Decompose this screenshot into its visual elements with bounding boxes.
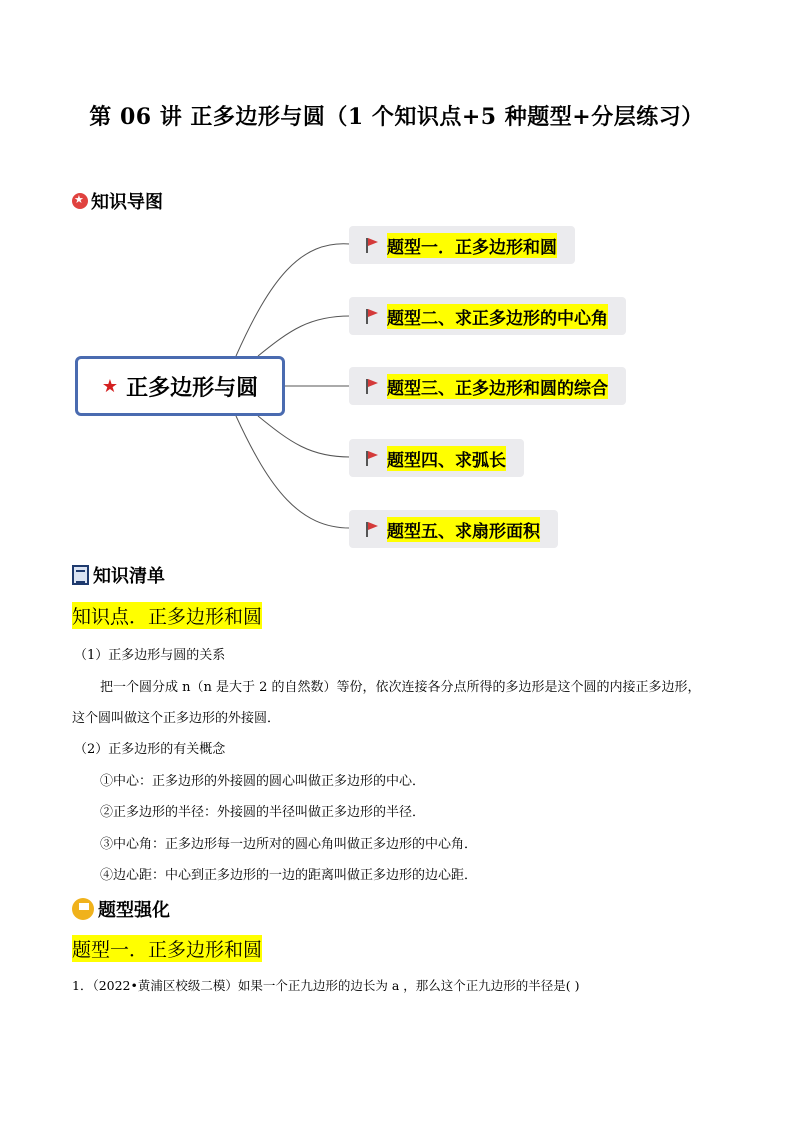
connector-2 [258, 316, 350, 356]
question-type-title: 题型一．正多边形和圆 [72, 935, 262, 962]
mind-node-5 [349, 510, 558, 548]
mind-node-label: 题型三、正多边形和圆的综合 [387, 374, 608, 399]
item2-title: （2）正多边形的有关概念 [74, 742, 226, 757]
flag-icon [365, 521, 379, 537]
section-practice-heading [72, 896, 170, 922]
concept-2: ②正多边形的半径：外接圆的半径叫做正多边形的半径． [100, 805, 426, 820]
knowledge-point-title: 知识点．正多边形和圆 [72, 602, 262, 629]
flag-icon [365, 450, 379, 466]
flag-icon [365, 237, 379, 253]
mind-map-center [75, 356, 285, 416]
mind-node-3 [349, 367, 626, 405]
mind-node-4 [349, 439, 524, 477]
mind-node-2 [349, 297, 626, 335]
mind-node-label: 题型二、求正多边形的中心角 [387, 304, 608, 329]
mind-node-1 [349, 226, 575, 264]
mind-node-label: 题型五、求扇形面积 [387, 517, 540, 542]
item1-title: （1）正多边形与圆的关系 [74, 648, 226, 663]
connector-1 [236, 244, 350, 356]
connector-5 [236, 416, 350, 528]
mind-node-label: 题型四、求弧长 [387, 446, 506, 471]
item1-line2: 这个圆叫做这个正多边形的外接圆． [72, 711, 281, 726]
star-icon: ★ [101, 375, 119, 397]
mind-node-label: 题型一．正多边形和圆 [387, 233, 557, 258]
flag-icon [365, 378, 379, 394]
section-mindmap-label: 知识导图 [91, 192, 163, 213]
section-knowledge-heading [72, 562, 165, 588]
section-mindmap-heading [72, 188, 163, 214]
concept-3: ③中心角：正多边形每一边所对的圆心角叫做正多边形的中心角． [100, 837, 478, 852]
concept-1: ①中心：正多边形的外接圆的圆心叫做正多边形的中心． [100, 774, 426, 789]
question-1: 1．（2022•黄浦区校级二模）如果一个正九边形的边长为 a ，那么这个正九边形的半径是( ) [72, 978, 580, 993]
connector-4 [258, 416, 350, 457]
item1-line1: 把一个圆分成 n（n 是大于 2 的自然数）等份，依次连接各分点所得的多边形是这个圆的内接正多边形， [100, 680, 701, 695]
star-badge-icon [72, 193, 88, 209]
document-title: 第 06 讲 正多边形与圆（1 个知识点+5 种题型+分层练习） [89, 104, 704, 130]
section-knowledge-label: 知识清单 [93, 566, 165, 587]
flag-icon [365, 308, 379, 324]
section-practice-label: 题型强化 [98, 900, 170, 921]
mind-map-center-label: 正多边形与圆 [126, 375, 259, 401]
mind-map [0, 220, 793, 550]
list-icon [72, 565, 89, 585]
flag-badge-icon [72, 898, 94, 920]
concept-4: ④边心距：中心到正多边形的一边的距离叫做正多边形的边心距． [100, 868, 478, 883]
